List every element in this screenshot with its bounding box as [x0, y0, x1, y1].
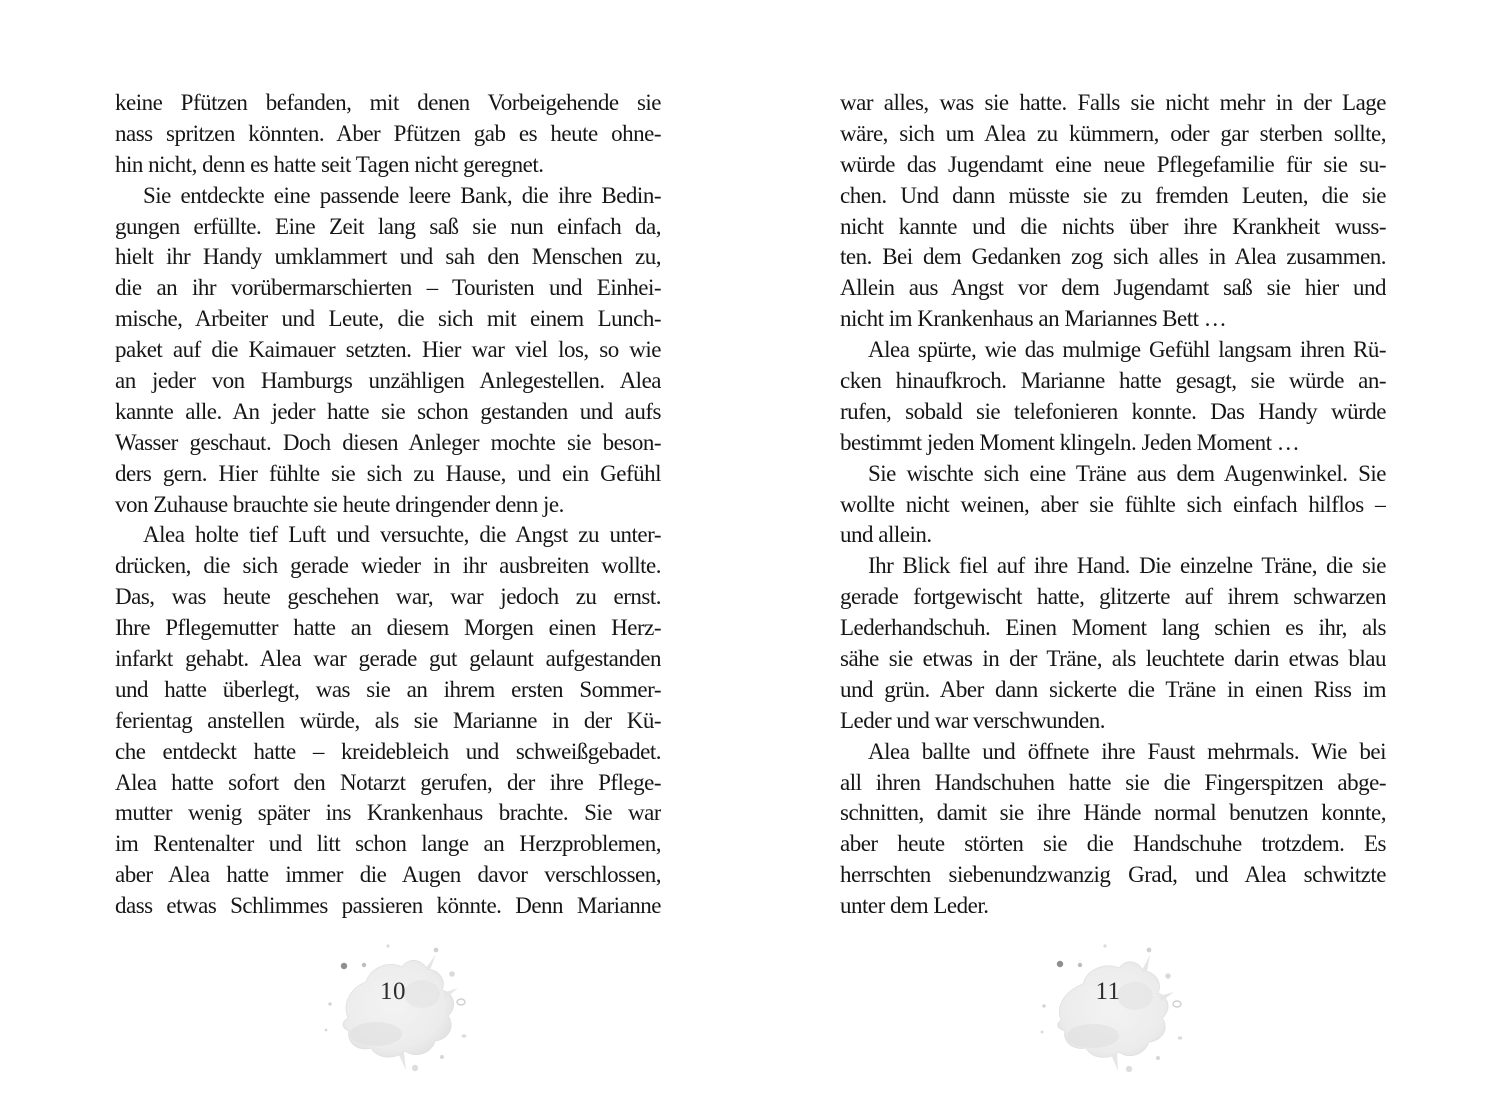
text-line: wollte nicht weinen, aber sie fühlte sich einfach hilflos –: [840, 491, 1386, 517]
text-line: die an ihr vorübermarschierten – Touristen und Einhei-: [115, 275, 661, 301]
text-line: dass etwas Schlimmes passieren könnte. Denn Marianne: [115, 893, 661, 919]
text-line: Das, was heute geschehen war, war jedoch zu ernst.: [115, 584, 661, 610]
text-line: che entdeckt hatte – kreidebleich und schweißgebadet.: [115, 738, 661, 764]
text-line: gungen erfüllte. Eine Zeit lang saß sie nun einfach da,: [115, 213, 661, 239]
text-line: hielt ihr Handy umklammert und sah den Menschen zu,: [115, 244, 661, 270]
text-line: Wasser geschaut. Doch diesen Anleger mochte sie beson-: [115, 429, 661, 455]
text-line: sähe sie etwas in der Träne, als leuchtete darin etwas blau: [840, 646, 1386, 672]
left-page-text: [115, 88, 661, 922]
text-line: Ihr Blick fiel auf ihre Hand. Die einzelne Träne, die sie: [868, 553, 1386, 579]
text-line: chen. Und dann müsste sie zu fremden Leuten, die sie: [840, 182, 1386, 208]
text-line: Sie entdeckte eine passende leere Bank, die ihre Bedin-: [143, 182, 661, 208]
text-line: wäre, sich um Alea zu kümmern, oder gar sterben sollte,: [840, 120, 1386, 146]
text-line: herrschten siebenundzwanzig Grad, und Alea schwitzte: [840, 862, 1386, 888]
text-line: ders gern. Hier fühlte sie sich zu Hause, und ein Gefühl: [115, 460, 661, 486]
text-line: an jeder von Hamburgs unzähligen Anlegestellen. Alea: [115, 368, 661, 394]
text-line: und grün. Aber dann sickerte die Träne in einen Riss im: [840, 676, 1386, 702]
text-line: Leder und war verschwunden.: [840, 707, 1105, 733]
text-line: im Rentenalter und litt schon lange an Herzproblemen,: [115, 831, 661, 857]
text-line: Sie wischte sich eine Träne aus dem Augenwinkel. Sie: [868, 460, 1386, 486]
text-line: aber Alea hatte immer die Augen davor verschlossen,: [115, 862, 661, 888]
text-line: gerade fortgewischt hatte, glitzerte auf ihrem schwarzen: [840, 584, 1386, 610]
text-line: Allein aus Angst vor dem Jugendamt saß sie hier und: [840, 275, 1386, 301]
left-page-footer: [318, 938, 478, 1078]
text-line: war alles, was sie hatte. Falls sie nicht mehr in der Lage: [840, 90, 1386, 115]
text-line: unter dem Leder.: [840, 893, 989, 919]
text-line: schnitten, damit sie ihre Hände normal benutzen konnte,: [840, 800, 1386, 826]
text-line: Alea spürte, wie das mulmige Gefühl langsam ihren Rü-: [868, 337, 1386, 363]
text-line: paket auf die Kaimauer setzten. Hier war viel los, so wie: [115, 337, 661, 363]
text-line: und allein.: [840, 522, 932, 548]
text-line: aber heute störten sie die Handschuhe trotzdem. Es: [840, 831, 1386, 857]
text-line: ferientag anstellen würde, als sie Marianne in der Kü-: [115, 707, 661, 733]
text-line: mutter wenig später ins Krankenhaus brachte. Sie war: [115, 800, 661, 826]
text-line: drücken, die sich gerade wieder in ihr ausbreiten wollte.: [115, 553, 661, 579]
text-line: ten. Bei dem Gedanken zog sich alles in Alea zusammen.: [840, 244, 1386, 270]
text-line: von Zuhause brauchte sie heute dringender denn je.: [115, 491, 564, 517]
text-line: mische, Arbeiter und Leute, die sich mit einem Lunch-: [115, 306, 661, 332]
text-line: nicht kannte und die nichts über ihre Krankheit wuss-: [840, 213, 1386, 239]
text-line: und hatte überlegt, was sie an ihrem ersten Sommer-: [115, 676, 661, 702]
ink-splat-icon: [318, 938, 478, 1078]
text-line: kannte alle. An jeder hatte sie schon gestanden und aufs: [115, 398, 661, 424]
page-number: 11: [1095, 978, 1121, 1005]
text-line: keine Pfützen befanden, mit denen Vorbeigehende sie: [115, 90, 661, 115]
text-line: Alea ballte und öffnete ihre Faust mehrmals. Wie bei: [868, 738, 1386, 764]
ink-splat-icon: [1033, 938, 1193, 1078]
text-line: Lederhandschuh. Einen Moment lang schien es ihr, als: [840, 615, 1386, 641]
text-line: infarkt gehabt. Alea war gerade gut gelaunt aufgestanden: [115, 646, 661, 672]
text-line: hin nicht, denn es hatte seit Tagen nicht geregnet.: [115, 151, 544, 177]
text-line: rufen, sobald sie telefonieren konnte. Das Handy würde: [840, 398, 1386, 424]
text-line: nicht im Krankenhaus an Mariannes Bett …: [840, 306, 1227, 332]
text-line: Alea hatte sofort den Notarzt gerufen, der ihre Pflege-: [115, 769, 661, 795]
text-line: würde das Jugendamt eine neue Pflegefamilie für sie su-: [840, 151, 1386, 177]
right-page-text: [840, 88, 1386, 922]
text-line: Ihre Pflegemutter hatte an diesem Morgen einen Herz-: [115, 615, 661, 641]
text-line: bestimmt jeden Moment klingeln. Jeden Moment …: [840, 429, 1300, 455]
page-number: 10: [380, 978, 406, 1005]
text-line: Alea holte tief Luft und versuchte, die Angst zu unter-: [143, 522, 661, 548]
text-line: nass spritzen könnten. Aber Pfützen gab es heute ohne-: [115, 120, 661, 146]
page-right: [750, 0, 1500, 1098]
text-line: all ihren Handschuhen hatte sie die Fingerspitzen abge-: [840, 769, 1386, 795]
right-page-footer: [1033, 938, 1193, 1078]
text-line: cken hinaufkroch. Marianne hatte gesagt, sie würde an-: [840, 368, 1386, 394]
